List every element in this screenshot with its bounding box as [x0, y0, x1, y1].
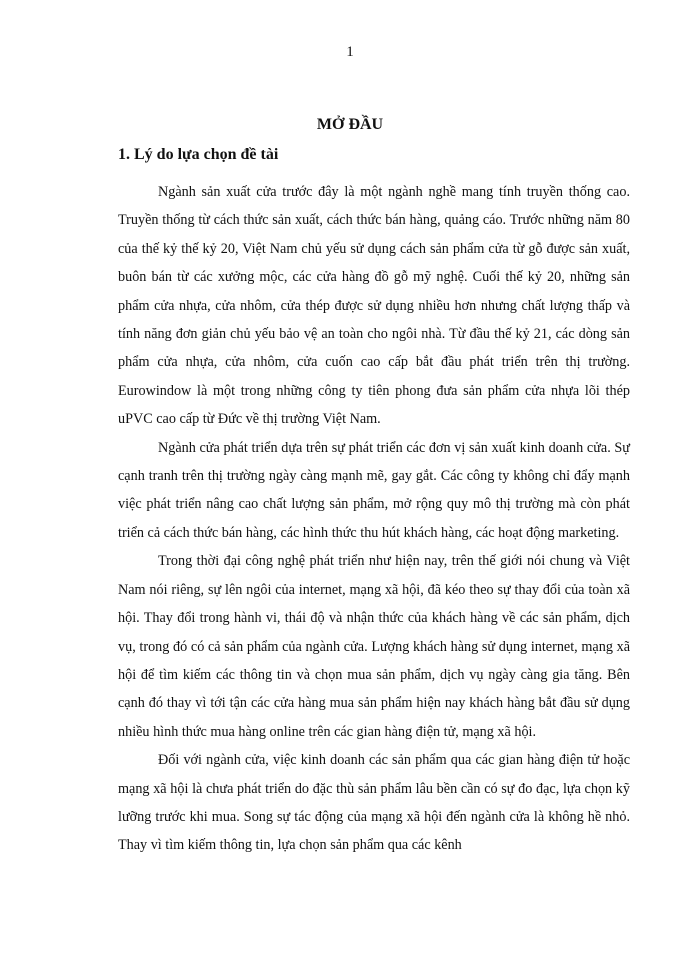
- section-number: 1.: [118, 146, 130, 163]
- paragraph-1: Ngành sản xuất cửa trước đây là một ngành nghề mang tính truyền thống cao. Truyền thống từ cách thức sản xuất, cách thức bán hàng, quảng cáo. Trước những năm 80 của thế kỷ thế kỷ 20, Việt Nam chủ yếu sử dụng cách sản phẩm cửa từ gỗ được sản xuất, buôn bán từ các xưởng mộc, các cửa hàng đồ gỗ mỹ nghệ. Cuối thế kỷ 20, những sản phẩm cửa nhựa, cửa nhôm, cửa thép được sử dụng nhiều hơn nhưng chất lượng thấp và tính năng đơn giản chủ yếu bảo vệ an toàn cho ngôi nhà. Từ đầu thế kỷ 21, các dòng sản phẩm cửa nhựa, cửa nhôm, cửa cuốn cao cấp bắt đầu phát triển trên thị trường. Eurowindow là một trong những công ty tiên phong đưa sản phẩm cửa nhựa lõi thép uPVC cao cấp từ Đức về thị trường Việt Nam.: [118, 184, 630, 428]
- section-heading: [118, 146, 278, 164]
- page-number: 1: [346, 44, 354, 60]
- body-text: [118, 178, 630, 860]
- page-title: MỞ ĐẦU: [316, 116, 384, 133]
- section-heading-text: Lý do lựa chọn đề tài: [134, 146, 279, 163]
- paragraph-4: Đối với ngành cửa, việc kinh doanh các sản phẩm qua các gian hàng điện tử hoặc mạng xã hội là chưa phát triển do đặc thù sản phẩm lâu bền cần có sự đo đạc, lựa chọn kỹ lưỡng trước khi mua. Song sự tác động của mạng xã hội đến ngành cửa là không hề nhỏ. Thay vì tìm kiếm thông tin, lựa chọn sản phẩm qua các kênh: [118, 752, 630, 854]
- paragraph-2: Ngành cửa phát triển dựa trên sự phát triển các đơn vị sản xuất kinh doanh cửa. Sự cạnh tranh trên thị trường ngày càng mạnh mẽ, gay gắt. Các công ty không chỉ đẩy mạnh việc phát triển nâng cao chất lượng sản phẩm, mở rộng quy mô thị trường mà còn phát triển cả cách thức bán hàng, các hình thức thu hút khách hàng, các hoạt động marketing.: [118, 439, 630, 541]
- paragraph-3: Trong thời đại công nghệ phát triển như hiện nay, trên thế giới nói chung và Việt Nam nói riêng, sự lên ngôi của internet, mạng xã hội, đã kéo theo sự thay đổi của toàn xã hội. Thay đổi trong hành vi, thái độ và nhận thức của khách hàng về các sản phẩm, dịch vụ, trong đó có cả sản phẩm của ngành cửa. Lượng khách hàng sử dụng internet, mạng xã hội để tìm kiếm các thông tin và chọn mua sản phẩm, dịch vụ ngày càng gia tăng. Bên cạnh đó thay vì tới tận các cửa hàng mua sản phẩm hiện nay khách hàng bắt đầu sử dụng nhiều hình thức mua hàng online trên các gian hàng điện tử, mạng xã hội.: [118, 553, 630, 740]
